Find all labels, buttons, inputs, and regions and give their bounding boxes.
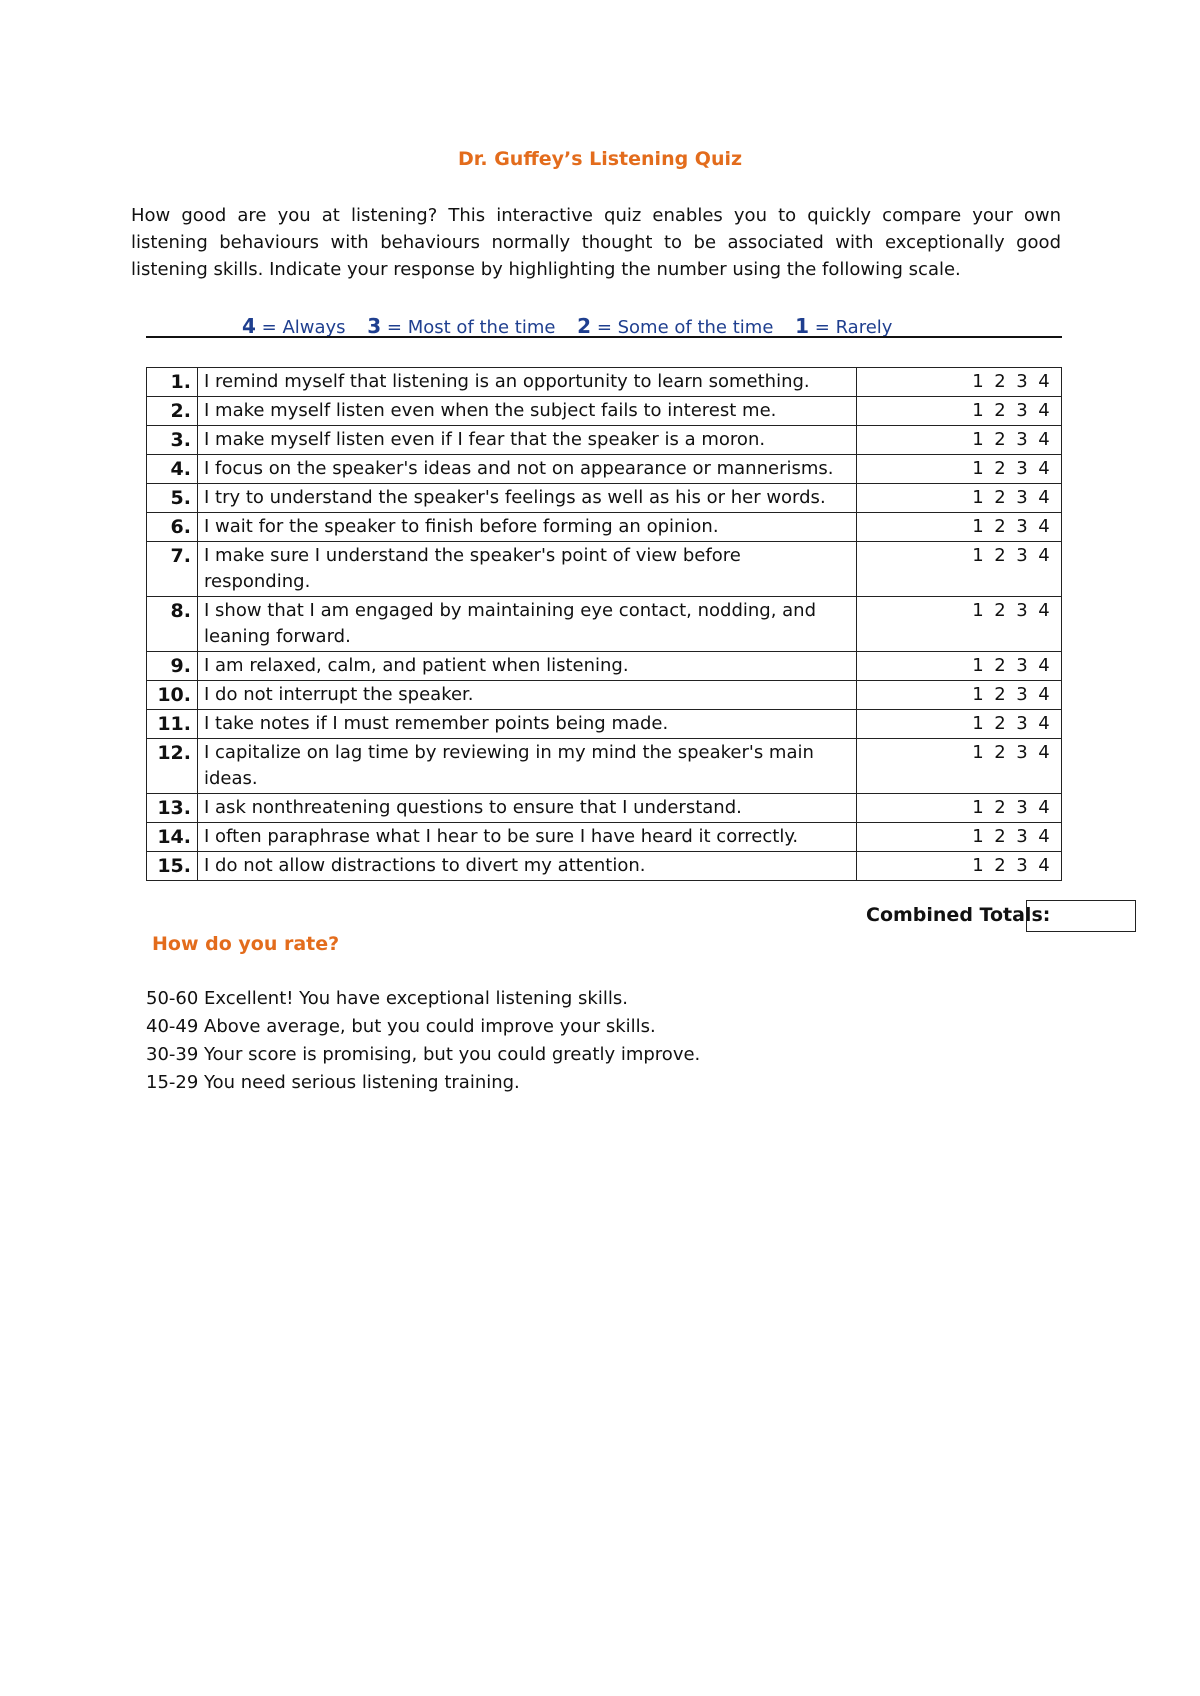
rate-heading: How do you rate?: [152, 933, 340, 955]
quiz-title: Dr. Guffey’s Listening Quiz: [457, 148, 743, 170]
scale-label: = Rarely: [809, 317, 893, 338]
question-number: 2.: [147, 397, 198, 426]
question-row: [147, 542, 1062, 597]
rating-option[interactable]: 2: [994, 797, 1006, 818]
rating-option[interactable]: 1: [972, 600, 984, 621]
rating-option[interactable]: 1: [972, 429, 984, 450]
rating-option[interactable]: 1: [972, 797, 984, 818]
rating-option[interactable]: 4: [1038, 371, 1050, 392]
question-text: I try to understand the speaker's feelings as well as his or her words.: [198, 484, 857, 513]
scale-divider: [146, 336, 1062, 338]
rating-option[interactable]: 4: [1038, 516, 1050, 537]
rating-option[interactable]: 3: [1016, 458, 1028, 479]
rating-option[interactable]: 4: [1038, 826, 1050, 847]
question-number: 4.: [147, 455, 198, 484]
question-row: [147, 397, 1062, 426]
rating-options: [857, 455, 1062, 484]
question-row: [147, 368, 1062, 397]
scale-label: = Some of the time: [591, 317, 774, 338]
question-number: 1.: [147, 368, 198, 397]
intro-paragraph: How good are you at listening? This interactive quiz enables you to quickly compare your own listening behaviours with behaviours normally thought to be associated with exceptionally good listening skills. Indicate your response by highlighting the number using the following scale.: [131, 205, 1061, 280]
question-row: [147, 739, 1062, 794]
rating-option[interactable]: 2: [994, 684, 1006, 705]
rating-scale-legend: [146, 314, 1062, 338]
question-row: [147, 597, 1062, 652]
rating-options: [857, 681, 1062, 710]
rating-options: [857, 542, 1062, 597]
combined-totals-field[interactable]: [1026, 900, 1136, 932]
rating-option[interactable]: 2: [994, 458, 1006, 479]
rating-option[interactable]: 1: [972, 742, 984, 763]
question-text: I make myself listen even if I fear that the speaker is a moron.: [198, 426, 857, 455]
question-number: 5.: [147, 484, 198, 513]
quiz-table: [146, 367, 1062, 881]
rating-option[interactable]: 1: [972, 684, 984, 705]
question-text: I take notes if I must remember points being made.: [198, 710, 857, 739]
rating-option[interactable]: 3: [1016, 684, 1028, 705]
question-text: I capitalize on lag time by reviewing in my mind the speaker's main ideas.: [198, 739, 857, 794]
rating-options: [857, 513, 1062, 542]
rating-options: [857, 823, 1062, 852]
rating-option[interactable]: 1: [972, 855, 984, 876]
question-row: [147, 852, 1062, 881]
rating-option[interactable]: 4: [1038, 797, 1050, 818]
question-number: 8.: [147, 597, 198, 652]
rating-guide-item: 15-29 You need serious listening training.: [146, 1072, 520, 1093]
question-number: 7.: [147, 542, 198, 597]
rating-option[interactable]: 2: [994, 855, 1006, 876]
question-number: 13.: [147, 794, 198, 823]
rating-option[interactable]: 2: [994, 371, 1006, 392]
rating-option[interactable]: 3: [1016, 545, 1028, 566]
rating-options: [857, 794, 1062, 823]
scale-label: = Always: [255, 317, 346, 338]
rating-guide-item: 30-39 Your score is promising, but you could greatly improve.: [146, 1044, 701, 1065]
rating-option[interactable]: 2: [994, 400, 1006, 421]
rating-options: [857, 368, 1062, 397]
rating-option[interactable]: 2: [994, 742, 1006, 763]
combined-totals-label: Combined Totals:: [866, 904, 1051, 926]
rating-options: [857, 852, 1062, 881]
question-text: I do not allow distractions to divert my attention.: [198, 852, 857, 881]
rating-option[interactable]: 4: [1038, 855, 1050, 876]
rating-options: [857, 710, 1062, 739]
question-row: [147, 794, 1062, 823]
question-text: I do not interrupt the speaker.: [198, 681, 857, 710]
question-text: I make sure I understand the speaker's point of view before responding.: [198, 542, 857, 597]
scale-value: 2: [577, 314, 592, 338]
rating-option[interactable]: 4: [1038, 655, 1050, 676]
rating-option[interactable]: 3: [1016, 713, 1028, 734]
rating-option[interactable]: 1: [972, 371, 984, 392]
rating-guide: [146, 985, 700, 1097]
question-number: 15.: [147, 852, 198, 881]
question-number: 3.: [147, 426, 198, 455]
scale-value: 4: [242, 314, 256, 338]
rating-option[interactable]: 2: [994, 429, 1006, 450]
rating-option[interactable]: 2: [994, 516, 1006, 537]
question-text: I show that I am engaged by maintaining eye contact, nodding, and leaning forward.: [198, 597, 857, 652]
rating-option[interactable]: 4: [1038, 684, 1050, 705]
question-text: I remind myself that listening is an opportunity to learn something.: [198, 368, 857, 397]
rating-options: [857, 397, 1062, 426]
rating-option[interactable]: 3: [1016, 600, 1028, 621]
question-text: I focus on the speaker's ideas and not on appearance or mannerisms.: [198, 455, 857, 484]
question-row: [147, 681, 1062, 710]
rating-option[interactable]: 3: [1016, 826, 1028, 847]
question-text: I ask nonthreatening questions to ensure that I understand.: [198, 794, 857, 823]
rating-option[interactable]: 1: [972, 713, 984, 734]
rating-option[interactable]: 1: [972, 545, 984, 566]
question-row: [147, 823, 1062, 852]
rating-options: [857, 426, 1062, 455]
rating-option[interactable]: 1: [972, 400, 984, 421]
question-text: I make myself listen even when the subject fails to interest me.: [198, 397, 857, 426]
rating-option[interactable]: 1: [972, 458, 984, 479]
rating-option[interactable]: 4: [1038, 545, 1050, 566]
rating-option[interactable]: 3: [1016, 797, 1028, 818]
question-number: 14.: [147, 823, 198, 852]
question-row: [147, 710, 1062, 739]
rating-option[interactable]: 4: [1038, 429, 1050, 450]
rating-option[interactable]: 2: [994, 655, 1006, 676]
rating-option[interactable]: 3: [1016, 742, 1028, 763]
rating-option[interactable]: 2: [994, 600, 1006, 621]
scale-label: = Most of the time: [381, 317, 556, 338]
rating-option[interactable]: 4: [1038, 742, 1050, 763]
rating-option[interactable]: 2: [994, 545, 1006, 566]
rating-option[interactable]: 3: [1016, 371, 1028, 392]
rating-option[interactable]: 2: [994, 826, 1006, 847]
question-text: I wait for the speaker to finish before forming an opinion.: [198, 513, 857, 542]
scale-value: 1: [795, 314, 810, 338]
rating-option[interactable]: 3: [1016, 516, 1028, 537]
rating-options: [857, 484, 1062, 513]
question-row: [147, 455, 1062, 484]
question-text: I often paraphrase what I hear to be sure I have heard it correctly.: [198, 823, 857, 852]
rating-options: [857, 652, 1062, 681]
rating-option[interactable]: 3: [1016, 429, 1028, 450]
rating-option[interactable]: 2: [994, 713, 1006, 734]
rating-option[interactable]: 2: [994, 487, 1006, 508]
rating-options: [857, 739, 1062, 794]
question-number: 9.: [147, 652, 198, 681]
question-number: 12.: [147, 739, 198, 794]
rating-option[interactable]: 3: [1016, 655, 1028, 676]
rating-option[interactable]: 1: [972, 655, 984, 676]
rating-option[interactable]: 1: [972, 826, 984, 847]
rating-option[interactable]: 3: [1016, 855, 1028, 876]
question-row: [147, 426, 1062, 455]
rating-option[interactable]: 3: [1016, 487, 1028, 508]
rating-option[interactable]: 4: [1038, 713, 1050, 734]
question-row: [147, 513, 1062, 542]
question-row: [147, 652, 1062, 681]
question-number: 6.: [147, 513, 198, 542]
rating-guide-item: 50-60 Excellent! You have exceptional listening skills.: [146, 988, 628, 1009]
rating-guide-item: 40-49 Above average, but you could improve your skills.: [146, 1016, 656, 1037]
rating-option[interactable]: 4: [1038, 600, 1050, 621]
question-row: [147, 484, 1062, 513]
rating-option[interactable]: 4: [1038, 400, 1050, 421]
question-number: 11.: [147, 710, 198, 739]
scale-value: 3: [367, 314, 382, 338]
rating-option[interactable]: 4: [1038, 487, 1050, 508]
rating-option[interactable]: 4: [1038, 458, 1050, 479]
question-number: 10.: [147, 681, 198, 710]
rating-option[interactable]: 1: [972, 487, 984, 508]
rating-options: [857, 597, 1062, 652]
question-text: I am relaxed, calm, and patient when listening.: [198, 652, 857, 681]
rating-option[interactable]: 1: [972, 516, 984, 537]
rating-option[interactable]: 3: [1016, 400, 1028, 421]
